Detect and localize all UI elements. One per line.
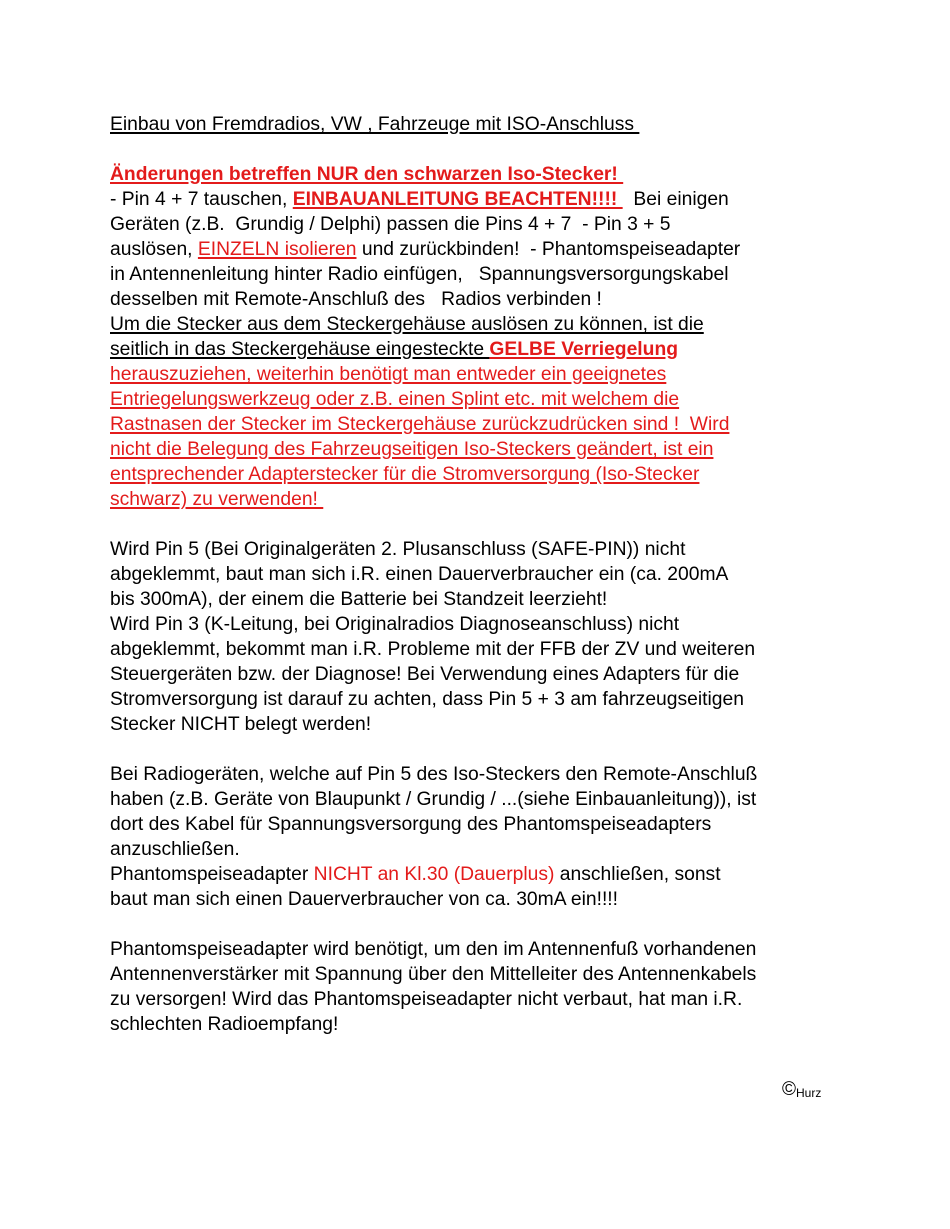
section1-line-5: in Antennenleitung hinter Radio einfügen, Spannungsversorgungskabel bbox=[110, 264, 729, 285]
document-title: Einbau von Fremdradios, VW , Fahrzeuge mit ISO-Anschluss bbox=[110, 114, 640, 135]
section3-line-6: baut man sich einen Dauerverbraucher von ca. 30mA ein!!!! bbox=[110, 889, 619, 910]
section2-line-2: abgeklemmt, baut man sich i.R. einen Dauerverbraucher ein (ca. 200mA bbox=[110, 564, 729, 585]
copyright-notice bbox=[782, 1080, 821, 1103]
section2-line-4: Wird Pin 3 (K-Leitung, bei Originalradios Diagnoseanschluss) nicht bbox=[110, 614, 680, 635]
warning-text: EINBAUANLEITUNG BEACHTEN!!!! bbox=[292, 189, 623, 210]
text-segment: auslösen, bbox=[110, 239, 198, 260]
section1-line-8 bbox=[110, 337, 678, 362]
text-segment: - Pin 4 + 7 tauschen, bbox=[110, 189, 293, 210]
section3-line-1: Bei Radiogeräten, welche auf Pin 5 des Iso-Steckers den Remote-Anschluß bbox=[110, 764, 758, 785]
section1-heading: Änderungen betreffen NUR den schwarzen Iso-Stecker! bbox=[110, 164, 624, 185]
section2-line-6: Steuergeräten bzw. der Diagnose! Bei Verwendung eines Adapters für die bbox=[110, 664, 740, 685]
warning-text: EINZELN isolieren bbox=[197, 239, 357, 260]
section1-line-6: desselben mit Remote-Anschluß des Radios verbinden ! bbox=[110, 289, 602, 310]
section2-line-8: Stecker NICHT belegt werden! bbox=[110, 714, 372, 735]
section3-line-2: haben (z.B. Geräte von Blaupunkt / Grundig / ...(siehe Einbauanleitung)), ist bbox=[110, 789, 757, 810]
section4-line-2: Antennenverstärker mit Spannung über den Mittelleiter des Antennenkabels bbox=[110, 964, 757, 985]
section3-line-5 bbox=[110, 862, 721, 887]
section1-line-12: nicht die Belegung des Fahrzeugseitigen Iso-Steckers geändert, ist ein bbox=[110, 439, 714, 460]
section1-line-4 bbox=[110, 237, 740, 262]
section4-line-1: Phantomspeiseadapter wird benötigt, um den im Antennenfuß vorhandenen bbox=[110, 939, 757, 960]
section1-line-10: Entriegelungswerkzeug oder z.B. einen Splint etc. mit welchem die bbox=[110, 389, 680, 410]
text-segment: seitlich in das Steckergehäuse eingesteckte bbox=[110, 339, 490, 360]
section3-line-3: dort des Kabel für Spannungsversorgung des Phantomspeiseadapters bbox=[110, 814, 712, 835]
section1-line-14: schwarz) zu verwenden! bbox=[110, 489, 324, 510]
section1-line-11: Rastnasen der Stecker im Steckergehäuse zurückzudrücken sind ! Wird bbox=[110, 414, 730, 435]
copyright-icon: © bbox=[782, 1079, 796, 1100]
section2-line-5: abgeklemmt, bekommt man i.R. Probleme mit der FFB der ZV und weiteren bbox=[110, 639, 756, 660]
section1-line-13: entsprechender Adapterstecker für die Stromversorgung (Iso-Stecker bbox=[110, 464, 700, 485]
text-segment: anschließen, sonst bbox=[554, 864, 721, 885]
section1-line-9: herauszuziehen, weiterhin benötigt man entweder ein geeignetes bbox=[110, 364, 667, 385]
text-segment: und zurückbinden! - Phantomspeiseadapter bbox=[356, 239, 741, 260]
section2-line-3: bis 300mA), der einem die Batterie bei Standzeit leerzieht! bbox=[110, 589, 608, 610]
section1-line-7: Um die Stecker aus dem Steckergehäuse auslösen zu können, ist die bbox=[110, 314, 704, 335]
section2-line-7: Stromversorgung ist darauf zu achten, dass Pin 5 + 3 am fahrzeugseitigen bbox=[110, 689, 744, 710]
section2-line-1: Wird Pin 5 (Bei Originalgeräten 2. Plusanschluss (SAFE-PIN)) nicht bbox=[110, 539, 686, 560]
author-name: Hurz bbox=[796, 1086, 822, 1100]
section4-line-4: schlechten Radioempfang! bbox=[110, 1014, 339, 1035]
section3-line-4: anzuschließen. bbox=[110, 839, 240, 860]
section1-line-3: Geräten (z.B. Grundig / Delphi) passen die Pins 4 + 7 - Pin 3 + 5 bbox=[110, 214, 671, 235]
warning-text: NICHT an Kl.30 (Dauerplus) bbox=[313, 864, 555, 885]
section4-line-3: zu versorgen! Wird das Phantomspeiseadapter nicht verbaut, hat man i.R. bbox=[110, 989, 743, 1010]
text-segment: Phantomspeiseadapter bbox=[110, 864, 314, 885]
section1-line-2 bbox=[110, 187, 729, 212]
text-segment: Bei einigen bbox=[622, 189, 729, 210]
warning-text: GELBE Verriegelung bbox=[489, 339, 678, 360]
